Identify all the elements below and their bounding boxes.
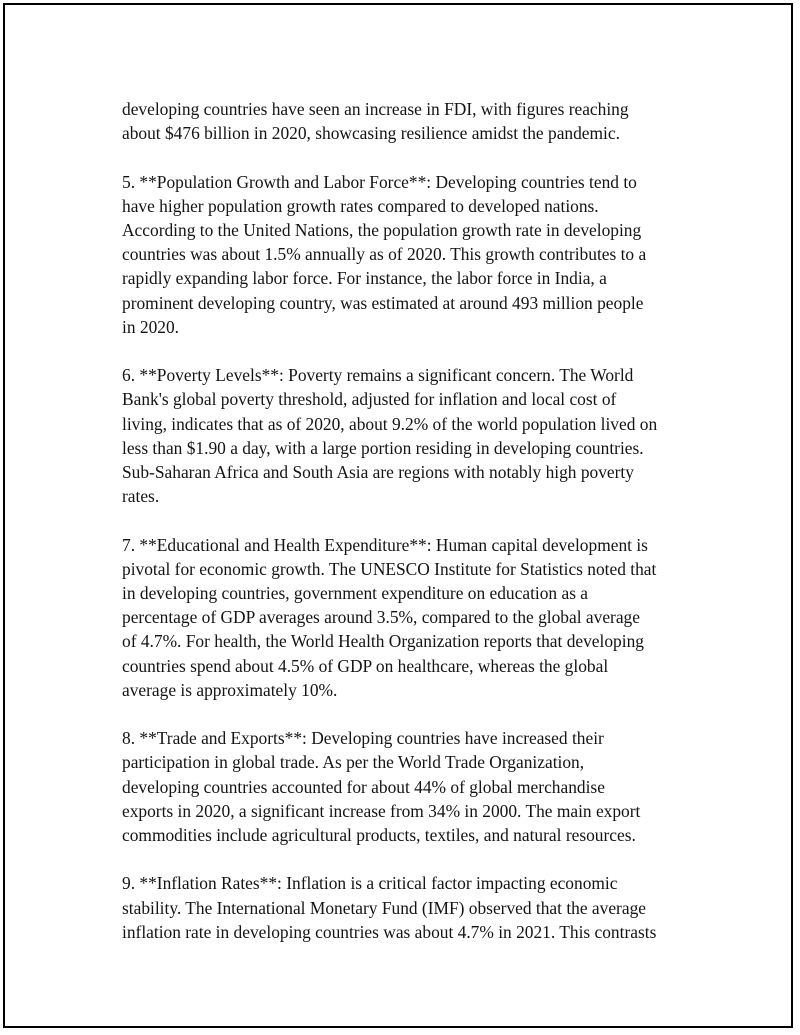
paragraph-inflation-rates: 9. **Inflation Rates**: Inflation is a critical factor impacting economic stability. The International Monetary Fund (IMF) observed that the average inflation rate in developing countries was about 4.7% in 2021. This contrasts xyxy=(122,873,657,942)
paragraph-population-growth: 5. **Population Growth and Labor Force**: Developing countries tend to have higher population growth rates compared to developed nations. According to the United Nations, the population growth rate in developing countries was about 1.5% annually as of 2020. This growth contributes to a rapidly expanding labor force. For instance, the labor force in India, a prominent developing country, was estimated at around 493 million people in 2020. xyxy=(122,171,647,337)
page-frame xyxy=(3,3,793,1028)
document-body xyxy=(122,97,692,944)
paragraph-fdi-continuation: developing countries have seen an increase in FDI, with figures reaching about $476 billion in 2020, showcasing resilience amidst the pandemic. xyxy=(122,99,629,144)
paragraph-education-health: 7. **Educational and Health Expenditure**: Human capital development is pivotal for economic growth. The UNESCO Institute for Statistics noted that in developing countries, government expenditure on education as a percentage of GDP averages around 3.5%, compared to the global average of 4.7%. For health, the World Health Organization reports that developing countries spend about 4.5% of GDP on healthcare, whereas the global average is approximately 10%. xyxy=(122,534,657,700)
paragraph-poverty-levels: 6. **Poverty Levels**: Poverty remains a significant concern. The World Bank's global poverty threshold, adjusted for inflation and local cost of living, indicates that as of 2020, about 9.2% of the world population lived on less than $1.90 a day, with a large portion residing in developing countries. Sub-Saharan Africa and South Asia are regions with notably high poverty rates. xyxy=(122,365,658,507)
paragraph-trade-exports: 8. **Trade and Exports**: Developing countries have increased their participation in global trade. As per the World Trade Organization, developing countries accounted for about 44% of global merchandise exports in 2020, a significant increase from 34% in 2000. The main export commodities include agricultural products, textiles, and natural resources. xyxy=(122,728,641,846)
